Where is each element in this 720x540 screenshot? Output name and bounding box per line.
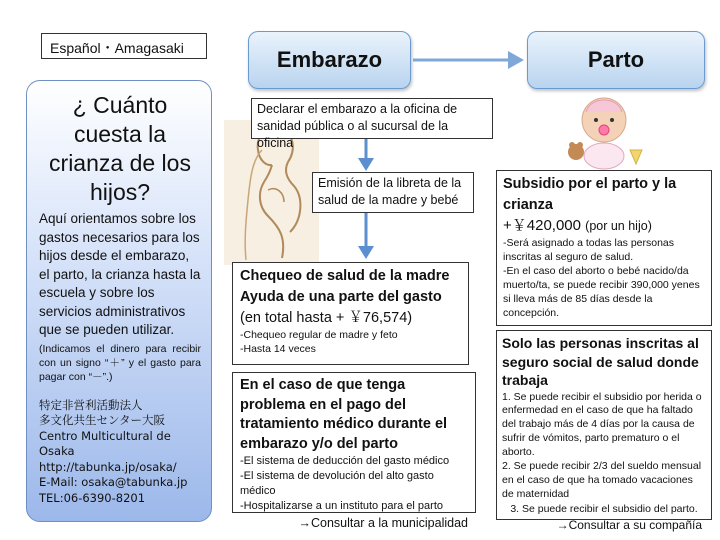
- contact-line: 特定非営利活動法人: [39, 397, 143, 412]
- subsidy-amount: +￥420,000: [503, 217, 581, 234]
- language-tag: Español・Amagasaki: [41, 33, 207, 59]
- subsidy-item: -Será asignado a todas las personas inscritas al seguro de salud.: [503, 237, 675, 263]
- contact-line: Centro Multicultural de Osaka: [39, 428, 171, 458]
- checkup-subtitle: Ayuda de una parte del gasto: [240, 289, 442, 305]
- checkup-amount: (en total hasta + ￥76,574): [240, 310, 413, 326]
- birth-subsidy-box: [496, 170, 712, 326]
- contact-phone: TEL:06-6390-8201: [39, 490, 146, 505]
- consult-municipality-link[interactable]: →Consultar a la municipalidad: [298, 516, 468, 530]
- insured-title: Solo las personas inscritas al seguro social de salud donde trabaja: [502, 335, 699, 388]
- baby-illustration: [560, 90, 650, 170]
- stage-parto-label: Parto: [587, 47, 645, 72]
- sidebar-title: ¿ Cuánto cuesta la crianza de los hijos?: [49, 92, 191, 205]
- contact-email[interactable]: E-Mail: osaka@tabunka.jp: [39, 475, 188, 489]
- social-insurance-box: [496, 330, 712, 532]
- insured-item: 1. Se puede recibir el subsidio por herida o enfermedad en el caso de que ha faltado del trabajo más de 4 días por la causa de sufrir de vómitos, parto prematuro o el aborto.: [502, 390, 702, 458]
- contact-url[interactable]: http://tabunka.jp/osaka/: [39, 459, 177, 474]
- stage-embarazo-label: Embarazo: [276, 47, 383, 72]
- medical-item: -El sistema de deducción del gasto médico: [240, 455, 450, 467]
- declare-pregnancy-box: Declarar el embarazo a la oficina de sanidad pública o al sucursal de la oficina: [251, 98, 493, 139]
- insured-item: 3. Se puede recibir el subsidio del parto.: [510, 502, 698, 515]
- medical-item: -Hospitalizarse a un instituto para el parto: [240, 500, 443, 512]
- checkup-item: -Chequeo regular de madre y feto: [240, 329, 398, 341]
- insured-item: 2. Se puede recibir 2/3 del sueldo mensual en el caso de que ha tomado vacaciones de maternidad: [502, 460, 702, 501]
- medical-item: -El sistema de devolución del alto gasto médico: [240, 470, 434, 497]
- subsidy-item: -En el caso del aborto o bebé nacido/da muerto/ta, se puede recibir 390,000 yenes si lleva más de 85 días desde la concepción.: [503, 265, 700, 319]
- consult-company-link[interactable]: →Consultar a su compañía: [556, 517, 702, 532]
- contact-line: 多文化共生センター大阪: [39, 413, 166, 427]
- contact-info: [39, 398, 201, 507]
- stage-arrow-head: [508, 51, 524, 69]
- checkup-title: Chequeo de salud de la madre: [240, 268, 450, 284]
- medical-title: En el caso de que tenga problema en el pago del tratamiento médico durante el embarazo y/o del parto: [240, 377, 448, 452]
- down-arrow-1-head: [358, 158, 374, 171]
- down-arrow-2-head: [358, 246, 374, 259]
- sidebar-description: Aquí orientamos sobre los gastos necesarios para los hijos desde el embarazo, el parto, la crianza hasta la escuela y sobre los servicios administrativos que se pueden utilizar.: [39, 211, 201, 337]
- checkup-item: -Hasta 14 veces: [240, 343, 316, 355]
- subsidy-title: Subsidio por el parto y la crianza: [503, 176, 677, 213]
- subsidy-amount-line: [503, 216, 705, 236]
- health-checkup-box: [232, 262, 469, 365]
- sidebar-note: (Indicamos el dinero para recibir con un signo “＋” y el gasto para pagar con “－”.): [39, 342, 201, 383]
- medical-cost-box: [232, 372, 476, 530]
- info-sidebar: [26, 80, 212, 522]
- subsidy-amount-note: (por un hijo): [585, 219, 652, 233]
- health-notebook-box: Emisión de la libreta de la salud de la madre y bebé: [312, 172, 474, 213]
